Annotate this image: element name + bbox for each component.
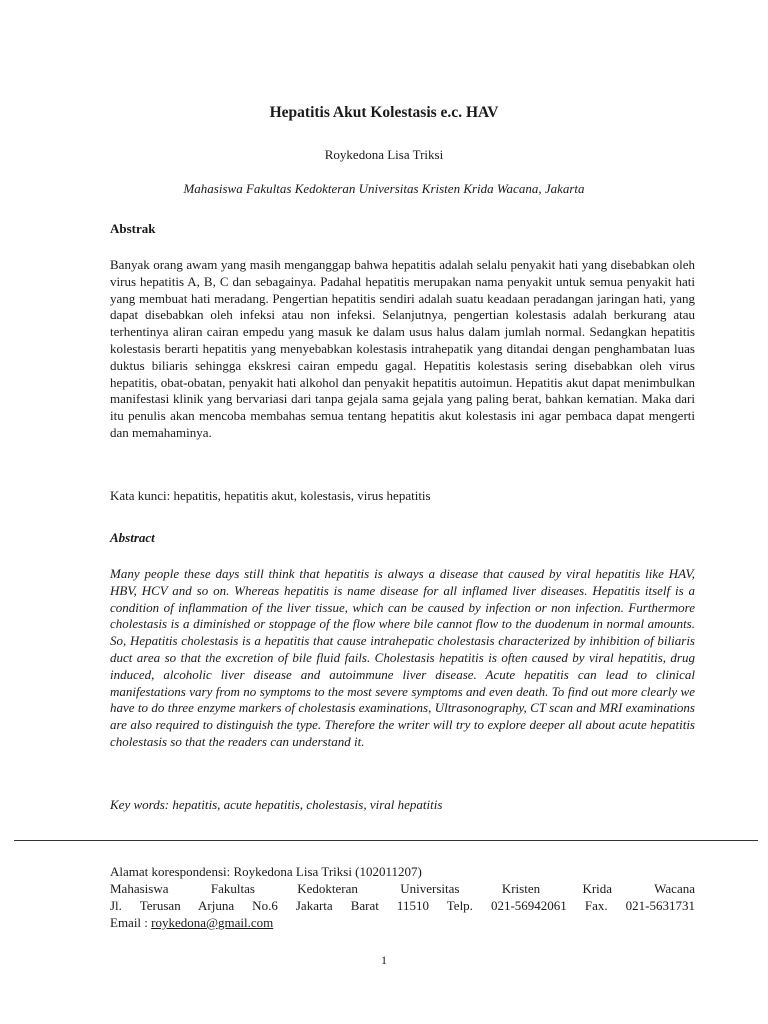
- correspondence-email-line: [110, 914, 695, 931]
- correspondence-contact: Jl. Terusan Arjuna No.6 Jakarta Barat 11510 Telp. 021-56942061 Fax. 021-5631731: [110, 898, 695, 913]
- footnote-rule: [14, 840, 758, 841]
- abstrak-keywords: Kata kunci: hepatitis, hepatitis akut, kolestasis, virus hepatitis: [110, 488, 431, 503]
- abstrak-body: Banyak orang awam yang masih menganggap bahwa hepatitis adalah selalu penyakit hati yang disebabkan oleh virus hepatitis A, B, C dan sebagainya. Padahal hepatitis merupakan nama penyakit untuk semua penyakit hati yang membuat hati meradang. Pengertian hepatitis sendiri adalah suatu keadaan peradangan jaringan hati, yang dapat disebabkan oleh infeksi atau non infeksi. Selanjutnya, pengertian kolestasis adalah berkurang atau terhentinya aliran cairan empedu yang masuk ke dalam usus halus dalam jumlah normal. Sedangkan hepatitis kolestasis berarti hepatitis yang menyebabkan kolestasis intrahepatik yang ditandai dengan penghambatan luas duktus biliaris sehingga ekskresi cairan empedu gagal. Hepatitis kolestasis sering disebabkan oleh virus hepatitis, obat-obatan, penyakit hati alkohol dan penyakit hepatitis autoimun. Hepatitis akut dapat menimbulkan manifestasi klinik yang bervariasi dari tanpa gejala sama gejala yang paling berat, bahkan kematian. Maka dari itu penulis akan mencoba membahas semua tentang hepatitis akut kolestasis ini agar pembaca dapat mengerti dan memahaminya.: [110, 257, 695, 440]
- author-affiliation: Mahasiswa Fakultas Kedokteran Universitas Kristen Krida Wacana, Jakarta: [183, 181, 585, 196]
- abstract-heading: Abstract: [110, 530, 155, 545]
- correspondence-footer: [110, 863, 695, 931]
- abstrak-heading: Abstrak: [110, 221, 156, 236]
- abstract-keywords: Key words: hepatitis, acute hepatitis, cholestasis, viral hepatitis: [110, 797, 443, 812]
- page-number: 1: [381, 953, 387, 967]
- correspondence-institution: Mahasiswa Fakultas Kedokteran Universitas Kristen Krida Wacana: [110, 881, 695, 896]
- email-link[interactable]: roykedona@gmail.com: [151, 915, 274, 930]
- paper-title: Hepatitis Akut Kolestasis e.c. HAV: [269, 104, 499, 121]
- email-label: Email :: [110, 915, 152, 930]
- abstract-body: Many people these days still think that hepatitis is always a disease that caused by viral hepatitis like HAV, HBV, HCV and so on. Whereas hepatitis is name disease for all inflamed liver diseases. Hepatitis itself is a condition of inflammation of the liver tissue, which can be caused by infection or non infection. Furthermore cholestasis is a diminished or stoppage of the flow where bile cannot flow to the duodenum in normal amounts. So, Hepatitis cholestasis is a hepatitis that cause intrahepatic cholestasis characterized by inhibition of biliaris duct area so that the excretion of bile fluid fails. Cholestasis hepatitis is often caused by viral hepatitis, drug induced, alcoholic liver disease and autoimmune liver disease. Acute hepatitis can lead to clinical manifestations vary from no symptoms to the most severe symptoms and even death. To find out more clearly we have to do three enzyme markers of cholestasis examinations, Ultrasonography, CT scan and MRI examinations are also required to distinguish the type. Therefore the writer will try to explore deeper all about acute hepatitis cholestasis so that the readers can understand it.: [110, 566, 695, 749]
- correspondence-address: Alamat korespondensi: Roykedona Lisa Triksi (102011207): [110, 864, 422, 879]
- author-name: Roykedona Lisa Triksi: [324, 147, 444, 162]
